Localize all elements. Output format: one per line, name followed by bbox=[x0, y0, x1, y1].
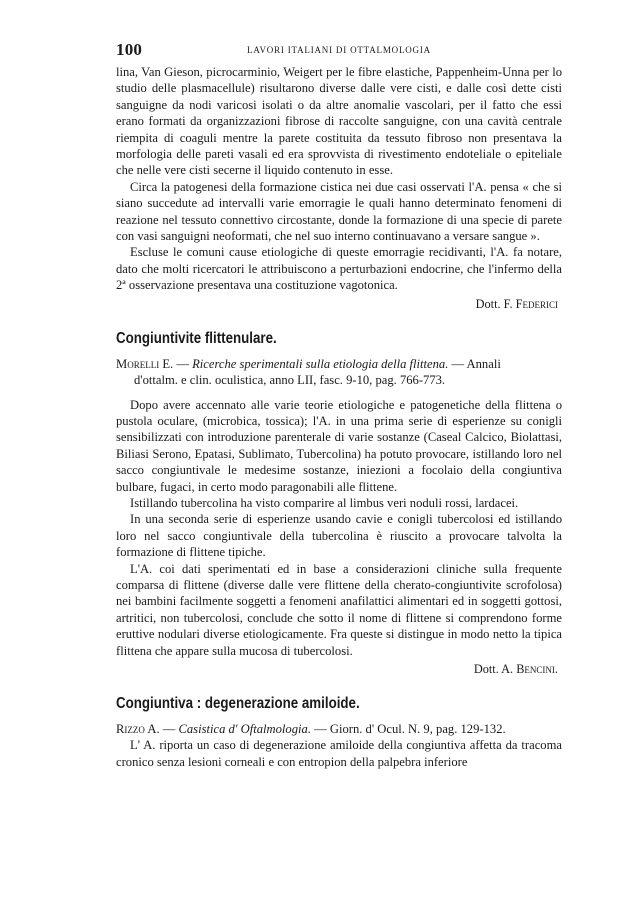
body-paragraph: Istillando tubercolina ha visto comparire al limbus veri noduli rossi, lardacei. bbox=[130, 495, 519, 510]
section-heading: Congiuntiva : degenerazione amiloide. bbox=[116, 695, 360, 712]
reference-author: Morelli E. bbox=[116, 356, 174, 371]
journal-title: LAVORI ITALIANI DI OTTALMOLOGIA bbox=[247, 45, 431, 55]
reference-dash: — bbox=[159, 722, 179, 736]
signature-name: Federici bbox=[515, 296, 558, 311]
signature-prefix: Dott. A. bbox=[473, 662, 514, 676]
body-paragraph: In una seconda serie di esperienze usando cavie e conigli tubercolosi ed istillando loro nel sacco congiuntivale della tubercolina è riuscito a provocare talvolta la formazione di flittene tipiche. bbox=[116, 512, 562, 560]
section-heading: Congiuntivite flittenulare. bbox=[116, 329, 277, 347]
signature-name: Bencini. bbox=[516, 662, 558, 676]
bibliographic-reference bbox=[116, 356, 562, 389]
body-paragraph: L'A. coi dati sperimentati ed in base a considerazioni cliniche sulla frequente comparsa di flittene (diverse dalle vere flittene della cherato-congiuntivite scrofolosa) nei bambini facilmente soggetti a fenomeni anafilattici alimentari ed in soggetti gottosi, artritici, non tubercolosi, conclude che sotto il nome di flittene si comprendono forme eruttive nodulari diverse etiologicamente. Fra queste si distingue in modo netto la tipica flittena che appare sulla mucosa di tubercolosi. bbox=[116, 561, 562, 658]
reviewer-signature bbox=[116, 661, 562, 677]
body-paragraph: lina, Van Gieson, picrocarminio, Weigert per le fibre elastiche, Pappenheim-Unna per lo studio delle plasmacellule) risultarono diverse dalle vere cisti, e dalle così dette cisti sanguigne da nodi varicosi isolati o da altre anomalie vascolari, per il fatto che essi erano formati da organizzazioni fibrose di raccolte sanguigne, con una cavità centrale riempita di coaguli mentre la parete costituita da tessuto fibroso non presentava la morfologia delle pareti vasali ed era sprovvista di rivestimento endoteliale o epiteliale che nelle vere cisti secerne il liquido contenuto in esse. bbox=[116, 65, 562, 178]
page-number: 100 bbox=[116, 40, 143, 59]
reviewer-signature bbox=[116, 296, 562, 312]
body-paragraph: Circa la patogenesi della formazione cistica nei due casi osservati l'A. pensa « che si siano succedute ad intervalli varie emorragie le quali hanno determinato fenomeni di reazione nel tessuto connettivo circostante, donde la formazione di una specie di parete con vasi sanguigni neoformati, che nel suo interno continuavano a versare sangue ». bbox=[116, 179, 562, 244]
section-phlyctenular-conjunctivitis bbox=[116, 330, 562, 677]
bibliographic-reference bbox=[116, 721, 562, 737]
body-paragraph: L' A. riporta un caso di degenerazione amiloide della congiuntiva affetta da tracoma cronico senza lesioni corneali e con entropion della palpebra inferiore bbox=[116, 738, 562, 769]
reference-details: d'ottalm. e clin. oculistica, anno LII, fasc. 9-10, pag. 766-773. bbox=[134, 373, 446, 388]
reference-journal: — Giorn. d' Ocul. N. 9, pag. 129-132. bbox=[310, 722, 506, 736]
running-head bbox=[116, 40, 562, 64]
reference-journal: — Annali bbox=[448, 356, 501, 371]
section-cyst-review bbox=[116, 64, 562, 312]
page bbox=[116, 40, 562, 770]
reference-title: Casistica d' Oftalmologia. bbox=[178, 722, 311, 736]
signature-prefix: Dott. F. bbox=[475, 296, 513, 311]
reference-title: Ricerche sperimentali sulla etiologia della flittena. bbox=[192, 356, 449, 371]
reference-dash: — bbox=[173, 356, 193, 371]
body-paragraph: Dopo avere accennato alle varie teorie etiologiche e patogenetiche della flittena o pustola oculare, (microbica, tossica); l'A. in una prima serie di esperienze su conigli sensibilizzati con introduzione parenterale di varie sostanze (Caseal Calcico, Biolattasi, Biliasi Serono, Epatasi, Sublimato, Tubercolina) ha potuto provocare, istillando loro nel sacco congiuntivale le medesime sostanze, iniezioni a focolaio della congiuntiva bulbare, fugaci, in certo modo paragonabili alle flittene. bbox=[116, 397, 562, 494]
section-amyloid-degeneration bbox=[116, 695, 562, 770]
body-paragraph: Escluse le comuni cause etiologiche di queste emorragie recidivanti, l'A. fa notare, dato che molti ricercatori le attribuiscono a perturbazioni endocrine, che l'infermo della 2ª osservazione presentava una costituzione vagotonica. bbox=[116, 245, 562, 293]
reference-author: Rizzo A. bbox=[116, 722, 160, 736]
